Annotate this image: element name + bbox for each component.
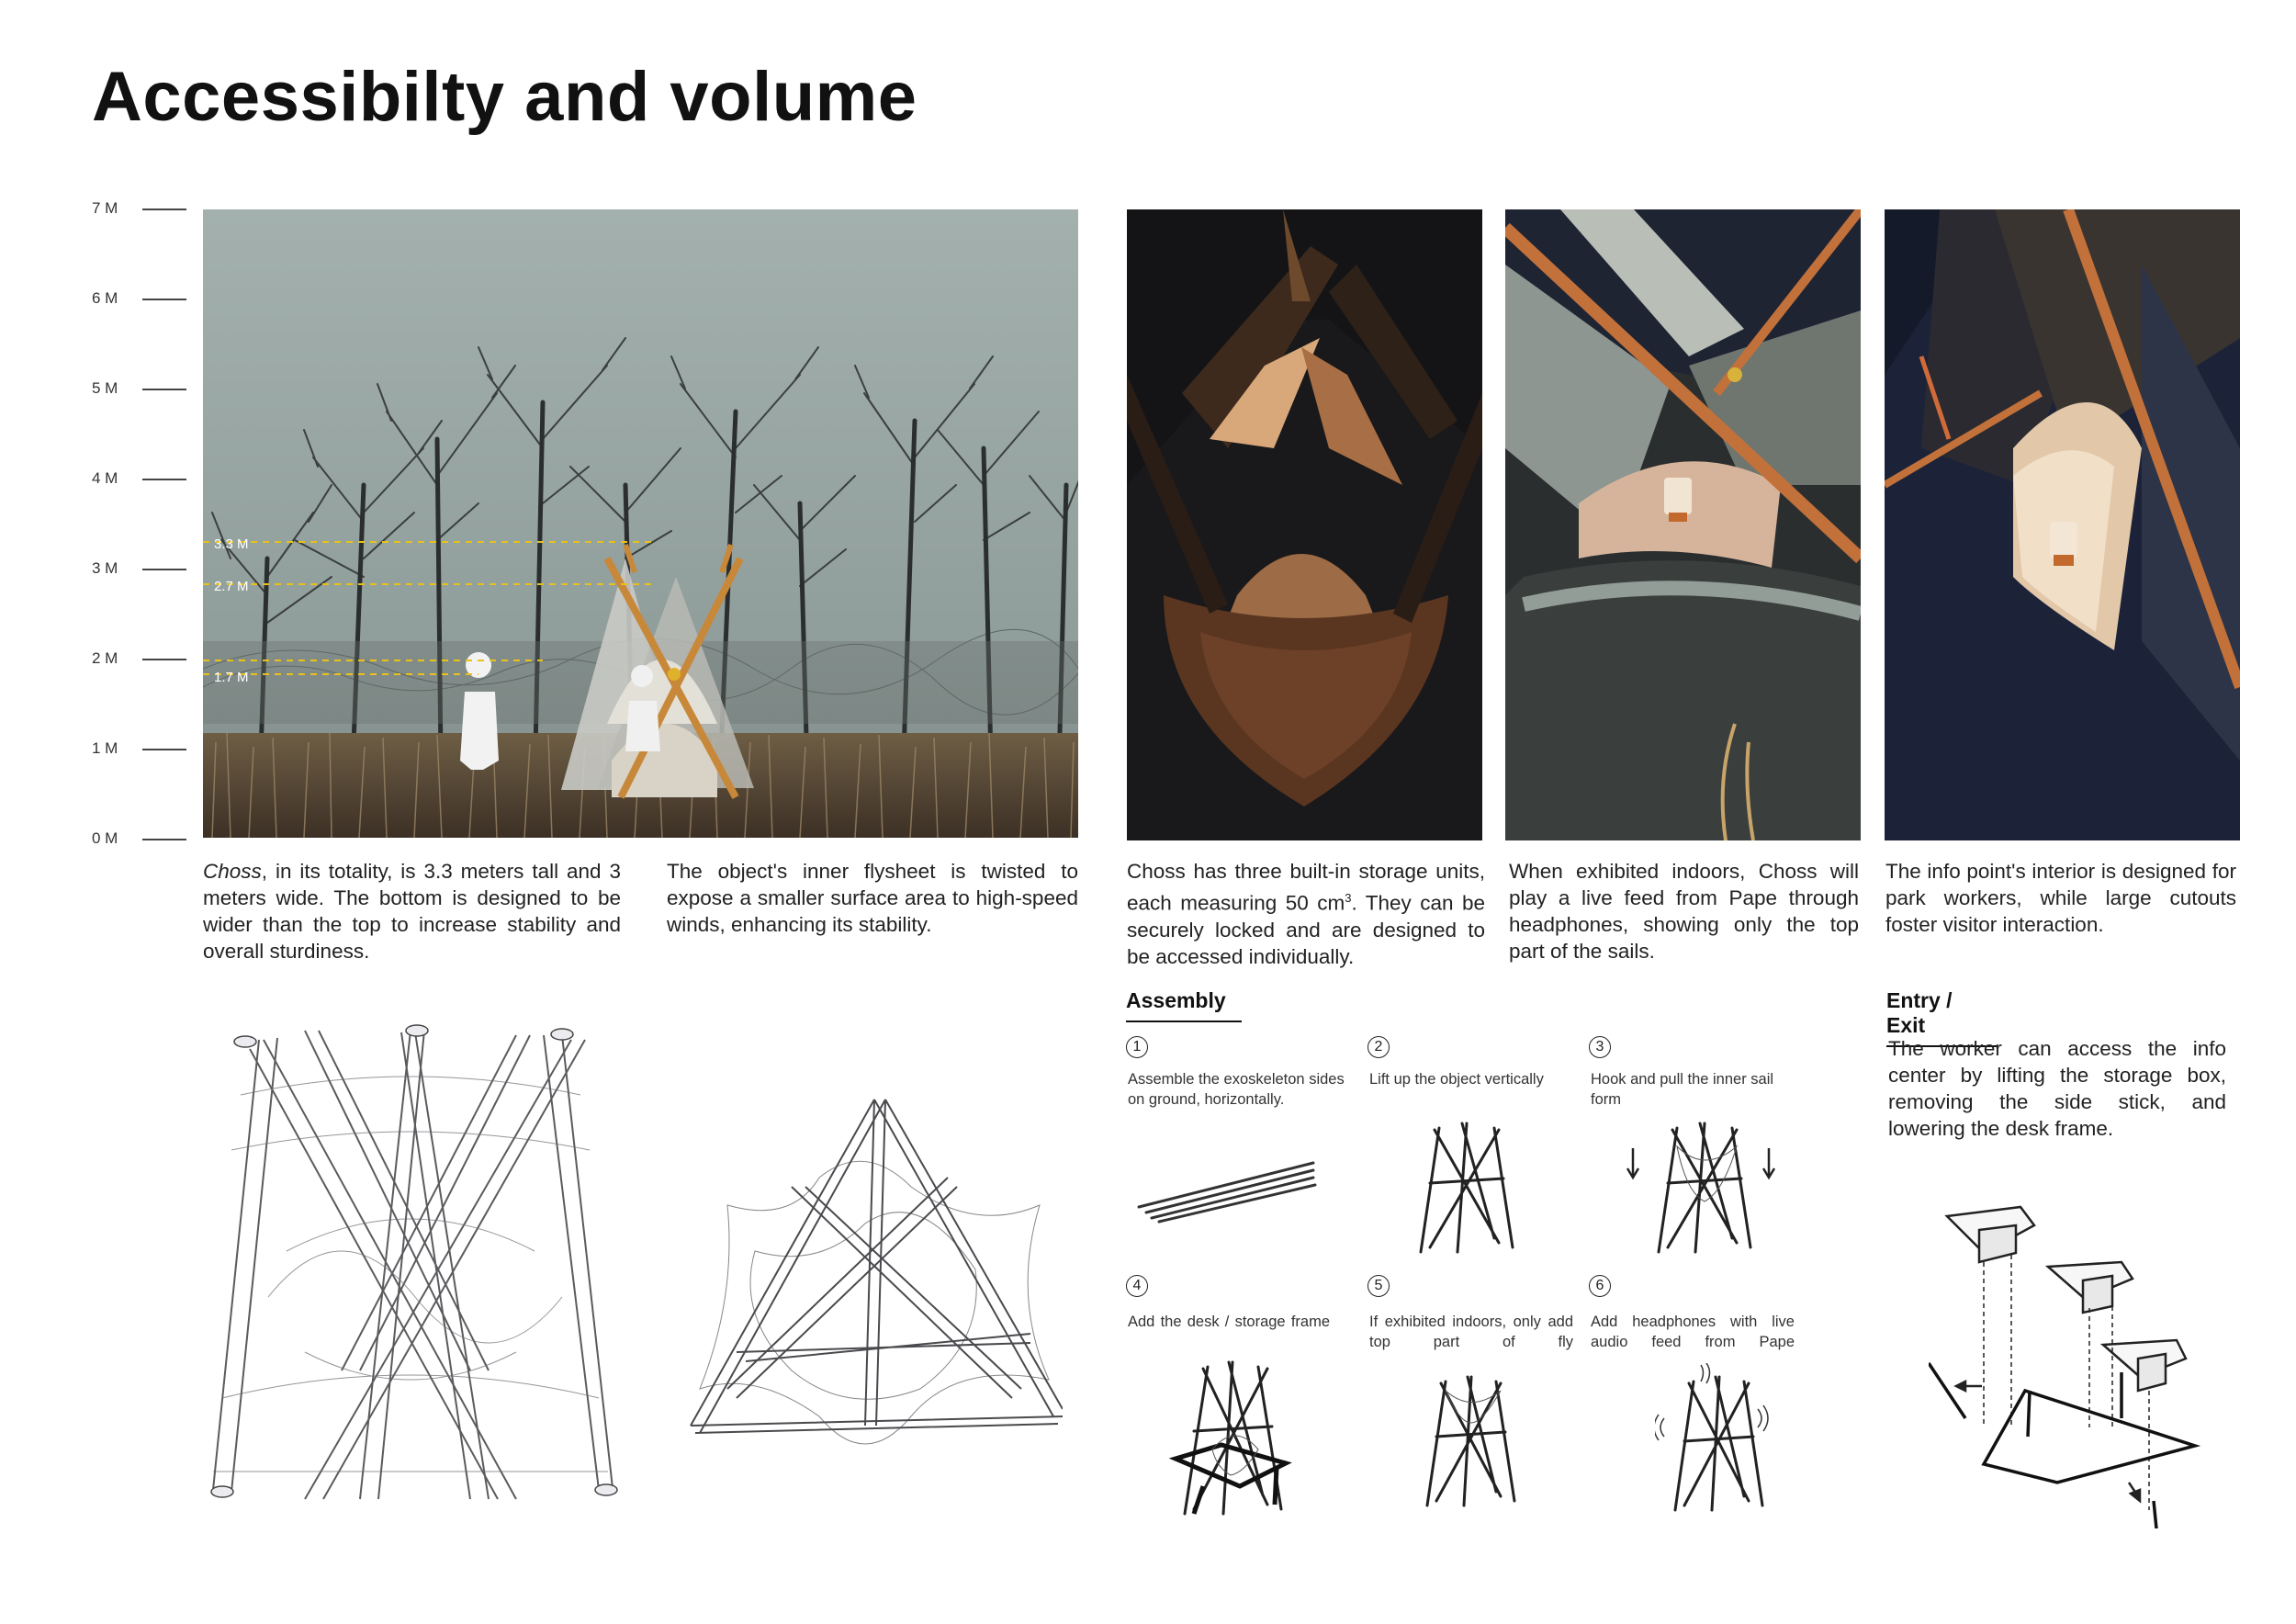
scale-tick-label: 7 M [92,199,118,217]
scale-tick-label: 2 M [92,649,118,667]
step-number-3: 3 [1589,1036,1611,1058]
assembly-heading: Assembly [1126,988,1242,1022]
scale-tick-line [142,209,186,210]
scale-tick [92,199,193,218]
scale-tick-label: 3 M [92,559,118,577]
scale-tick-line [142,479,186,480]
step-figure-2 [1412,1119,1522,1261]
caption-dimensions-text: , in its totality, is 3.3 meters tall and 3 meters wide. The bottom is designed to be wider than the top to increase stability and overall sturdiness. [203,860,621,963]
step-text-3: Hook and pull the inner sail form [1591,1071,1774,1108]
step-figure-4 [1166,1358,1295,1523]
caption-storage-text-a: Choss has three built-in storage units, each measuring 50 cm [1127,860,1485,915]
caption-choss-name: Choss [203,860,262,883]
entry-exit-diagram [1929,1198,2204,1533]
caption-storage-text-b: . They can be securely locked and are designed to be accessed individually. [1127,891,1485,968]
height-scale [92,184,193,863]
scale-tick [92,379,193,398]
scale-tick-line [142,569,186,570]
scale-tick-line [142,389,186,390]
scale-tick-label: 6 M [92,289,118,307]
scale-tick [92,559,193,578]
scale-tick [92,289,193,308]
step-number-1: 1 [1126,1036,1148,1058]
step-figure-5 [1418,1372,1519,1515]
scale-tick [92,649,193,668]
info-point-photo [1885,209,2240,840]
landscape-photo [203,209,1078,838]
scale-tick [92,739,193,758]
scale-tick-line [142,659,186,660]
exoskeleton-front-sketch [195,1021,626,1517]
storage-photo [1127,209,1482,840]
caption-dimensions [203,858,621,964]
step-figure-1 [1130,1150,1322,1228]
scale-tick-label: 0 M [92,829,118,847]
step-number-4: 4 [1126,1275,1148,1297]
scale-tick-label: 4 M [92,469,118,487]
step-number-2: 2 [1367,1036,1390,1058]
marker-label-2-7m: 2.7 M [214,579,249,594]
caption-flysheet: The object's inner flysheet is twisted to expose a smaller surface area to high-speed winds, enhancing its stability. [667,860,1078,936]
entry-exit-heading: Entry / Exit [1886,988,1997,1047]
caption-storage [1127,858,1485,970]
entry-exit-text: The worker can access the info center by lifting the storage box, removing the side stick, and lowering the desk frame. [1888,1037,2226,1140]
step-text-2: Lift up the object vertically [1369,1071,1544,1088]
marker-label-1-7m: 1.7 M [214,670,249,685]
caption-indoors: When exhibited indoors, Choss will play a live feed from Pape through headphones, showing only the top part of the sails. [1509,860,1859,963]
caption-info-point: The info point's interior is designed for park workers, while large cutouts foster visitor interaction. [1885,860,2236,936]
headphones-photo [1505,209,1861,840]
scale-tick-label: 1 M [92,739,118,757]
scale-tick-line [142,299,186,300]
scale-tick [92,469,193,488]
step-text-6: Add headphones with live audio feed from Pape [1591,1314,1795,1350]
step-text-5: If exhibited indoors, only add top part of fly [1369,1314,1573,1350]
step-figure-6 [1655,1363,1770,1519]
exoskeleton-top-sketch [681,1086,1063,1527]
marker-label-3-3m: 3.3 M [214,536,249,552]
scale-tick-line [142,749,186,750]
step-number-6: 6 [1589,1275,1611,1297]
step-number-5: 5 [1367,1275,1390,1297]
step-text-4: Add the desk / storage frame [1128,1314,1330,1330]
scale-tick-label: 5 M [92,379,118,397]
step-text-1: Assemble the exoskeleton sides on ground, horizontally. [1128,1071,1345,1108]
page-title: Accessibilty and volume [92,58,917,136]
scale-tick-line [142,839,186,840]
scale-tick [92,829,193,848]
step-figure-3 [1622,1119,1778,1261]
landscape-illustration [203,209,1078,838]
caption-storage-sup: 3 [1345,891,1352,905]
